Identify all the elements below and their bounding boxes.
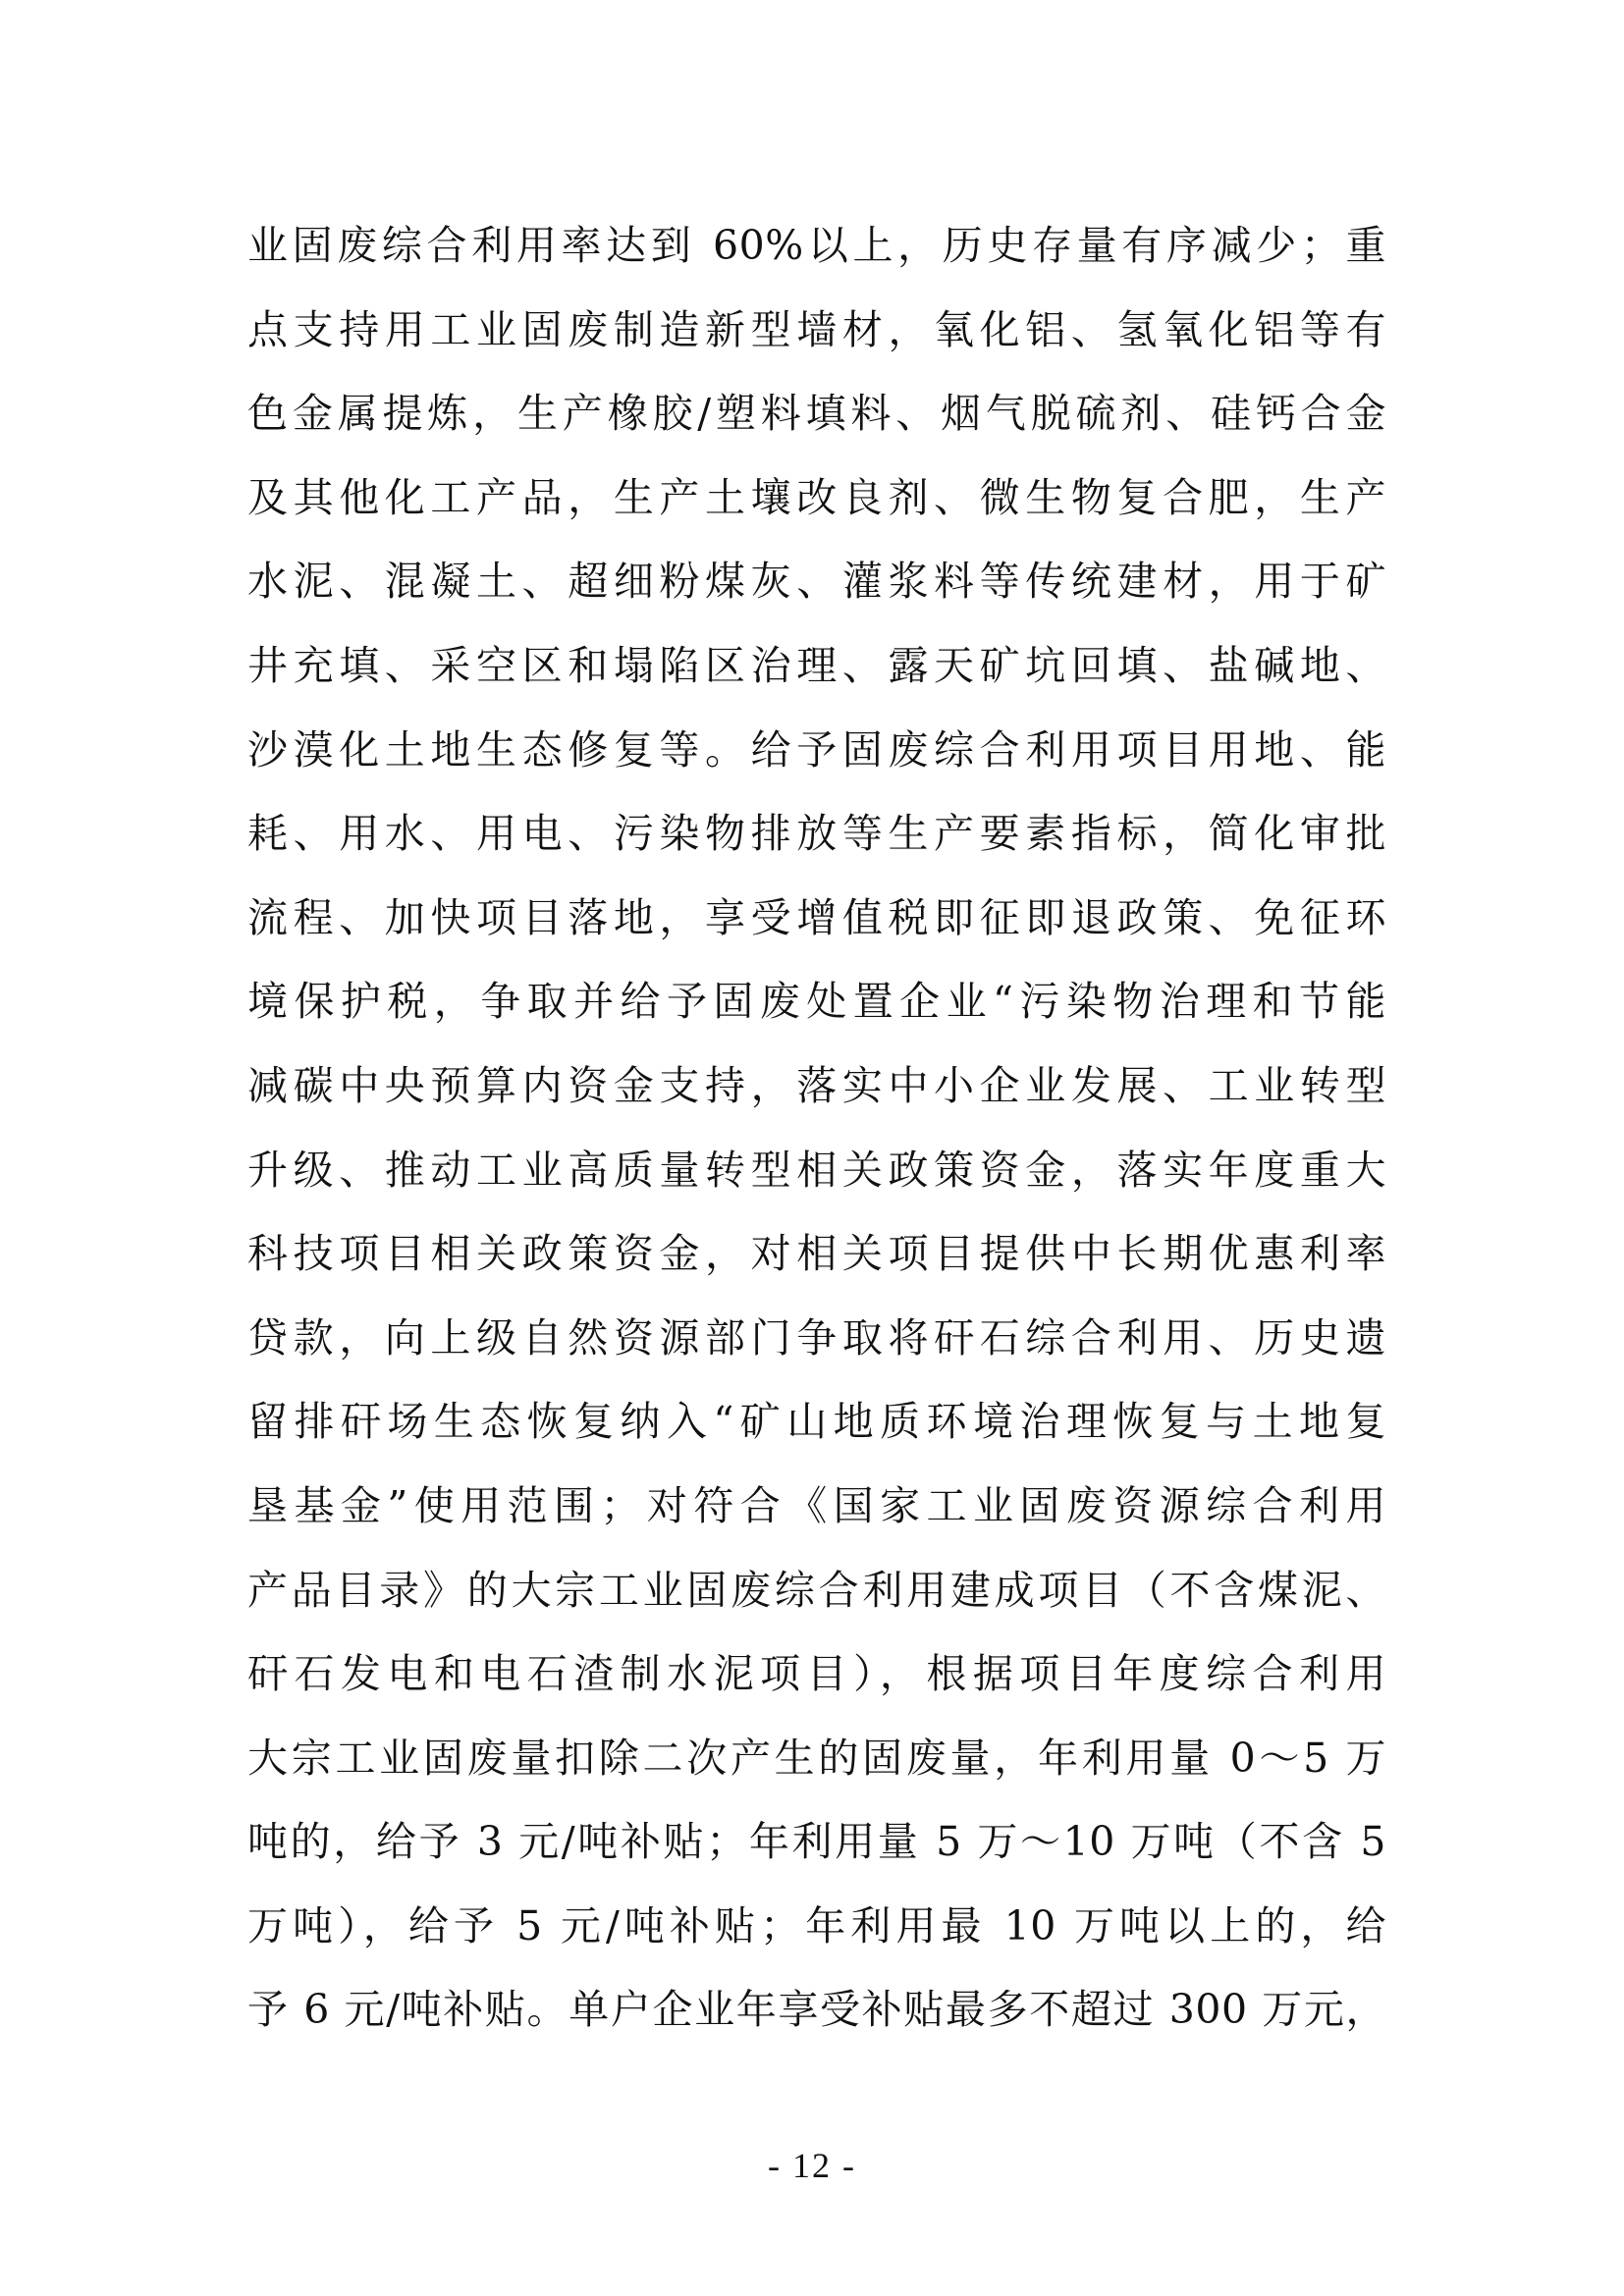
text-line: 点支持用工业固废制造新型墙材，氧化铝、氢氧化铝等有 [247,305,1386,353]
text-line: 万吨），给予 5 元/吨补贴；年利用最 10 万吨以上的，给 [247,1901,1386,1949]
text-line: 科技项目相关政策资金，对相关项目提供中长期优惠利率 [247,1230,1386,1278]
body-paragraph [247,204,1386,2053]
text-line: 及其他化工产品，生产土壤改良剂、微生物复合肥，生产 [247,473,1386,521]
text-line: 垦基金”使用范围；对符合《国家工业固废资源综合利用 [247,1481,1386,1529]
text-line: 减碳中央预算内资金支持，落实中小企业发展、工业转型 [247,1061,1386,1109]
text-line: 井充填、采空区和塌陷区治理、露天矿坑回填、盐碱地、 [247,641,1386,689]
text-line: 吨的，给予 3 元/吨补贴；年利用量 5 万～10 万吨（不含 5 [247,1818,1386,1866]
text-line: 流程、加快项目落地，享受增值税即征即退政策、免征环 [247,893,1386,941]
text-line: 矸石发电和电石渣制水泥项目），根据项目年度综合利用 [247,1650,1386,1698]
text-line: 沙漠化土地生态修复等。给予固废综合利用项目用地、能 [247,725,1386,774]
text-line: 色金属提炼，生产橡胶/塑料填料、烟气脱硫剂、硅钙合金 [247,390,1386,438]
text-line: 予 6 元/吨补贴。单户企业年享受补贴最多不超过 300 万元， [247,1986,1386,2034]
text-line: 水泥、混凝土、超细粉煤灰、灌浆料等传统建材，用于矿 [247,558,1386,606]
text-line: 贷款，向上级自然资源部门争取将矸石综合利用、历史遗 [247,1313,1386,1362]
text-line: 产品目录》的大宗工业固废综合利用建成项目（不含煤泥、 [247,1566,1386,1614]
text-line: 升级、推动工业高质量转型相关政策资金，落实年度重大 [247,1146,1386,1194]
page-number: - 12 - [768,2146,856,2185]
text-line: 大宗工业固废量扣除二次产生的固废量，年利用量 0～5 万 [247,1734,1386,1782]
text-line: 耗、用水、用电、污染物排放等生产要素指标，简化审批 [247,810,1386,858]
text-line: 业固废综合利用率达到 60%以上，历史存量有序减少；重 [247,222,1386,269]
text-line: 留排矸场生态恢复纳入“矿山地质环境治理恢复与土地复 [247,1398,1386,1446]
text-line: 境保护税，争取并给予固废处置企业“污染物治理和节能 [247,978,1386,1026]
